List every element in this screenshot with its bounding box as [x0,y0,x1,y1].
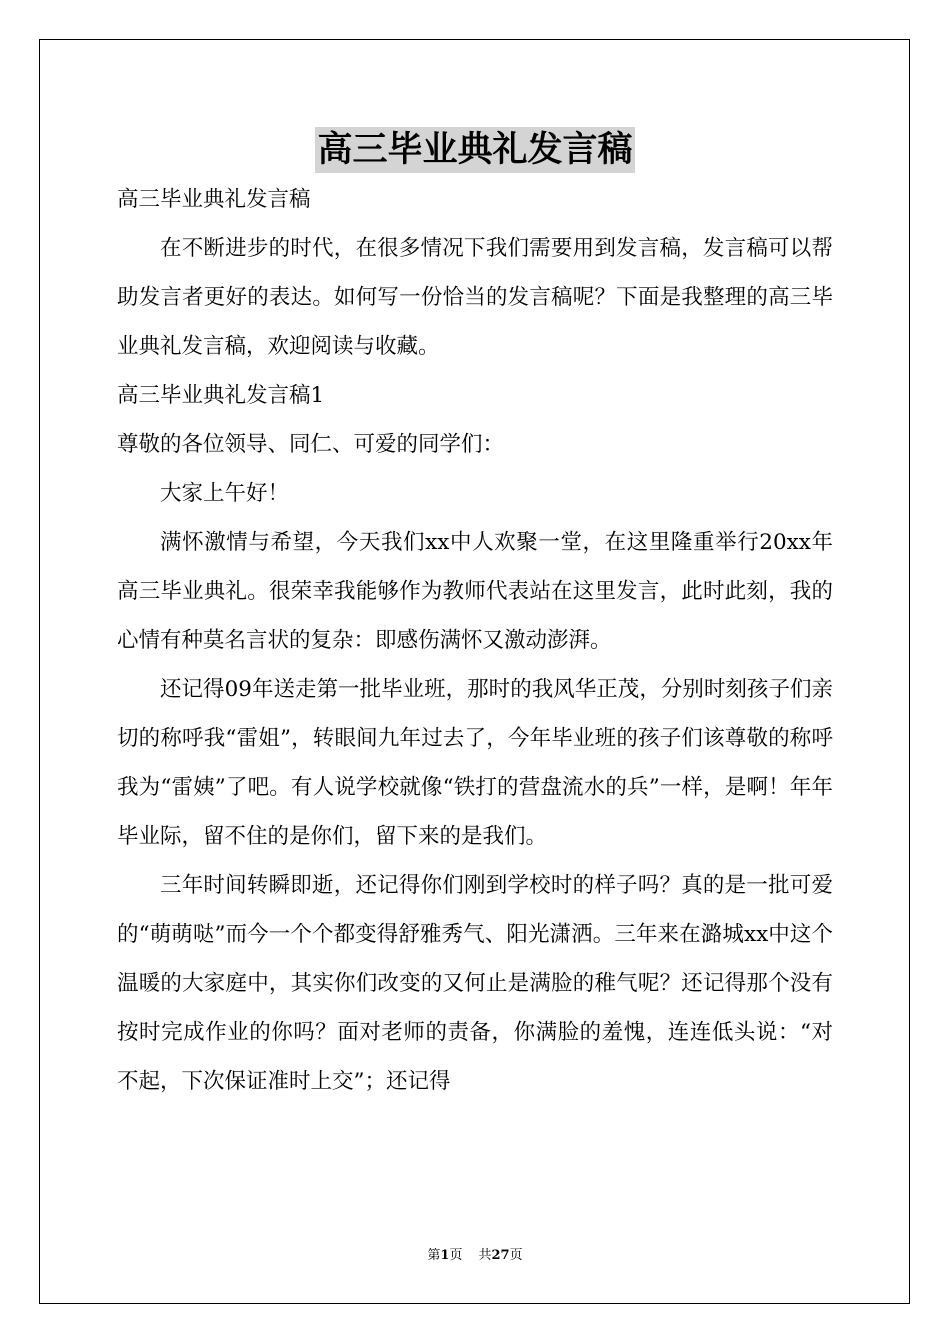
paragraph: 在不断进步的时代，在很多情况下我们需要用到发言稿，发言稿可以帮助发言者更好的表达。如何写一份恰当的发言稿呢？下面是我整理的高三毕业典礼发言稿，欢迎阅读与收藏。 [117,236,833,359]
paragraph: 还记得09年送走第一批毕业班，那时的我风华正茂，分别时刻孩子们亲切的称呼我“雷姐”，转眼间九年过去了，今年毕业班的孩子们该尊敬的称呼我为“雷姨”了吧。有人说学校就像“铁打的营盘流水的兵”一样，是啊！年年毕业际，留不住的是你们，留下来的是我们。 [117,677,833,849]
paragraph: 高三毕业典礼发言稿 [117,187,311,212]
paragraph: 高三毕业典礼发言稿1 [117,383,325,408]
title-container [0,127,950,173]
paragraph: 满怀激情与希望，今天我们xx中人欢聚一堂，在这里隆重举行20xx年高三毕业典礼。很荣幸我能够作为教师代表站在这里发言，此时此刻，我的心情有种莫名言状的复杂：即感伤满怀又激动澎湃。 [117,530,833,653]
document-title: 高三毕业典礼发言稿 [315,127,634,173]
page-footer [0,1247,950,1265]
page-number: 1 [440,1248,450,1263]
total-pages: 27 [491,1248,510,1263]
paragraph: 尊敬的各位领导、同仁、可爱的同学们： [117,432,505,457]
total-prefix: 共 [478,1248,492,1263]
paragraph: 三年时间转瞬即逝，还记得你们刚到学校时的样子吗？真的是一批可爱的“萌萌哒”而今一个个都变得舒雅秀气、阳光潇洒。三年来在潞城xx中这个温暖的大家庭中，其实你们改变的又何止是满脸的稚气呢？还记得那个没有按时完成作业的你吗？面对老师的责备，你满脸的羞愧，连连低头说：“对不起，下次保证准时上交”；还记得 [117,873,833,1094]
total-suffix: 页 [509,1248,523,1263]
document-body [117,175,833,1106]
page-suffix: 页 [449,1248,463,1263]
paragraph: 大家上午好！ [160,481,290,506]
page-prefix: 第 [427,1248,441,1263]
